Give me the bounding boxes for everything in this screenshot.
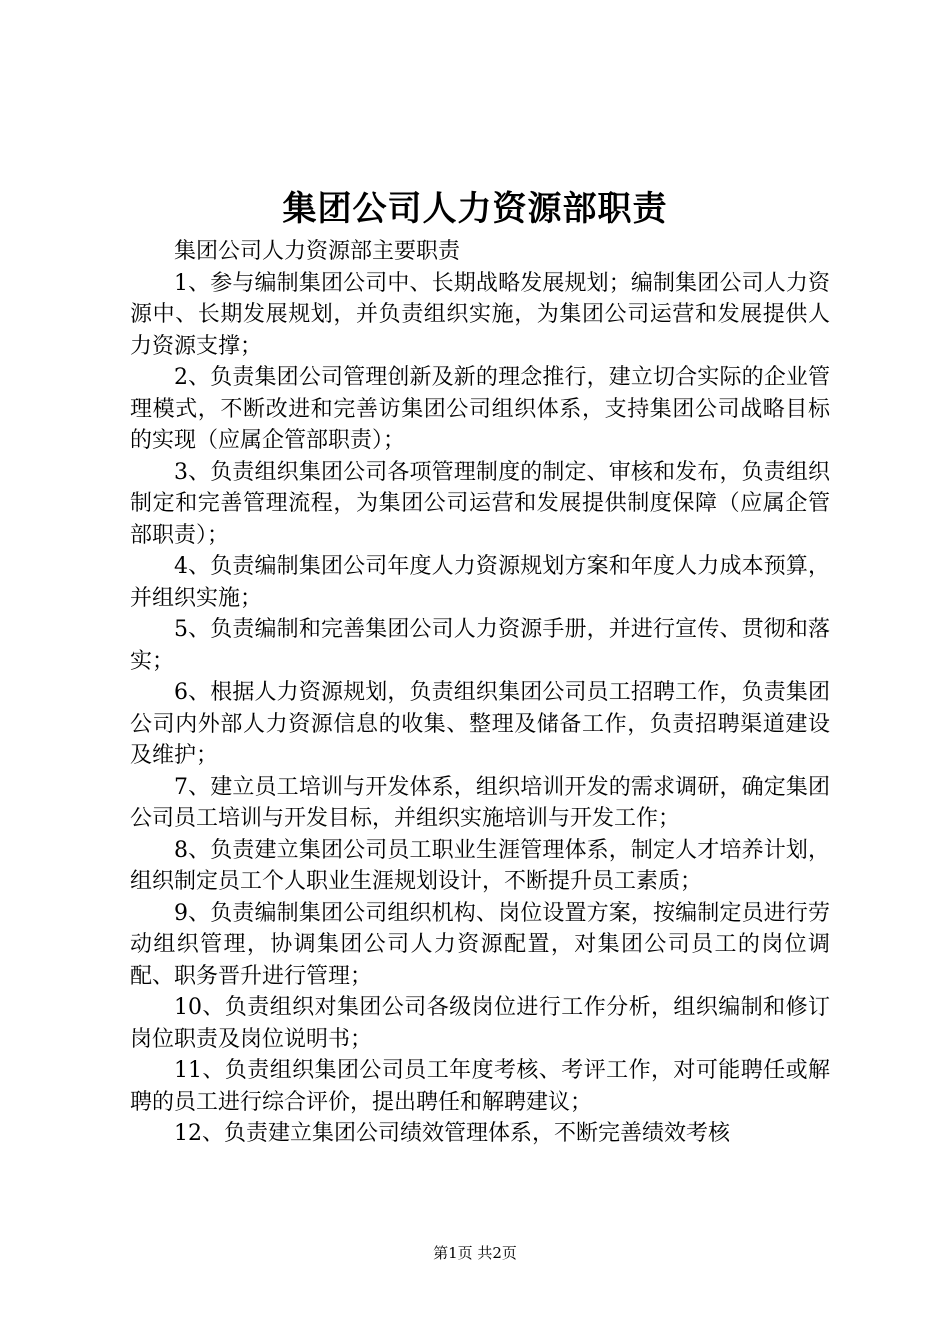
document-subtitle: 集团公司人力资源部主要职责 <box>174 239 461 264</box>
paragraph-10: 10、负责组织对集团公司各级岗位进行工作分析，组织编制和修订岗位职责及岗位说明书； <box>130 995 830 1052</box>
paragraph-9: 9、负责编制集团公司组织机构、岗位设置方案，按编制定员进行劳动组织管理，协调集团公司人力资源配置，对集团公司员工的岗位调配、职务晋升进行管理； <box>130 900 830 989</box>
paragraph-12: 12、负责建立集团公司绩效管理体系，不断完善绩效考核 <box>174 1121 730 1146</box>
paragraph-3: 3、负责组织集团公司各项管理制度的制定、审核和发布，负责组织制定和完善管理流程，为集团公司运营和发展提供制度保障（应属企管部职责）； <box>130 459 830 548</box>
paragraph-5: 5、负责编制和完善集团公司人力资源手册，并进行宣传、贯彻和落实； <box>130 617 830 674</box>
paragraph-2: 2、负责集团公司管理创新及新的理念推行，建立切合实际的企业管理模式，不断改进和完善访集团公司组织体系，支持集团公司战略目标的实现（应属企管部职责）； <box>130 365 830 453</box>
page-number-footer: 第1页 共2页 <box>433 1244 517 1262</box>
paragraph-8: 8、负责建立集团公司员工职业生涯管理体系，制定人才培养计划，组织制定员工个人职业生涯规划设计，不断提升员工素质； <box>130 837 830 894</box>
paragraph-11: 11、负责组织集团公司员工年度考核、考评工作，对可能聘任或解聘的员工进行综合评价，提出聘任和解聘建议； <box>130 1058 830 1115</box>
paragraph-4: 4、负责编制集团公司年度人力资源规划方案和年度人力成本预算，并组织实施； <box>130 554 830 611</box>
paragraph-1: 1、参与编制集团公司中、长期战略发展规划；编制集团公司人力资源中、长期发展规划，并负责组织实施，为集团公司运营和发展提供人力资源支撑； <box>130 270 830 359</box>
document-title: 集团公司人力资源部职责 <box>282 189 668 229</box>
paragraph-7: 7、建立员工培训与开发体系，组织培训开发的需求调研，确定集团公司员工培训与开发目标，并组织实施培训与开发工作； <box>130 774 830 831</box>
paragraph-6: 6、根据人力资源规划，负责组织集团公司员工招聘工作，负责集团公司内外部人力资源信息的收集、整理及储备工作，负责招聘渠道建设及维护； <box>130 680 830 768</box>
document-body <box>130 236 830 1150</box>
